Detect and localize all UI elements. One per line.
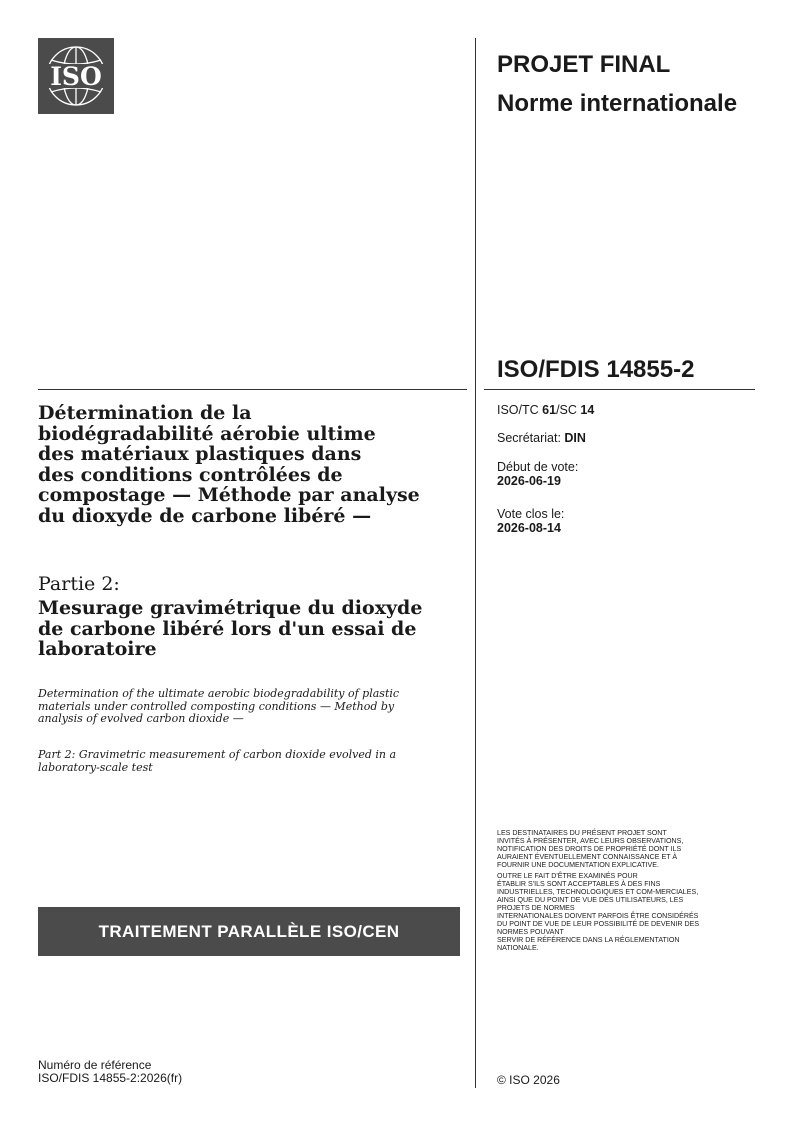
vote-start-date: 2026-06-19 bbox=[497, 474, 561, 488]
vote-end-date: 2026-08-14 bbox=[497, 521, 561, 535]
document-stage: PROJET FINAL bbox=[497, 51, 671, 78]
title-line: biodégradabilité aérobie ultime bbox=[38, 422, 376, 445]
notice-paragraph-2 bbox=[497, 872, 755, 952]
reference-label: Numéro de référence bbox=[38, 1058, 152, 1072]
horizontal-divider-left bbox=[38, 389, 467, 390]
notice-line: ÉTABLIR S'ILS SONT ACCEPTABLES À DES FINS bbox=[497, 880, 661, 888]
notice-paragraph-1 bbox=[497, 829, 755, 869]
iso-logo-text: ISO bbox=[50, 62, 102, 91]
secretariat: Secrétariat: DIN bbox=[497, 431, 586, 445]
notice-line: NORMES POUVANT bbox=[497, 928, 564, 936]
notice-line: PROJETS DE NORMES bbox=[497, 904, 575, 912]
part-title-line: Mesurage gravimétrique du dioxyde bbox=[38, 597, 423, 619]
horizontal-divider-right bbox=[484, 389, 755, 390]
title-main bbox=[38, 403, 458, 526]
committee: ISO/TC 61/SC 14 bbox=[497, 403, 595, 417]
vote-end bbox=[497, 507, 564, 535]
document-kind: Norme internationale bbox=[497, 90, 738, 117]
vote-end-label: Vote clos le: bbox=[497, 507, 565, 521]
part-title-line: de carbone libéré lors d'un essai de bbox=[38, 617, 417, 640]
parallel-processing-banner: TRAITEMENT PARALLÈLE ISO/CEN bbox=[38, 907, 460, 956]
title-line: du dioxyde de carbone libéré — bbox=[38, 504, 372, 527]
title-line: compostage — Méthode par analyse bbox=[38, 484, 420, 506]
title-line: Détermination de la bbox=[38, 402, 252, 424]
vote-start bbox=[497, 460, 578, 488]
notice-line: OUTRE LE FAIT D'ÊTRE EXAMINÉS POUR bbox=[497, 872, 638, 880]
iso-logo bbox=[38, 38, 114, 114]
copyright: © ISO 2026 bbox=[497, 1073, 560, 1087]
vote-start-label: Début de vote: bbox=[497, 460, 579, 474]
notice-line: AINSI QUE DU POINT DE VUE DES UTILISATEURS, LES bbox=[497, 896, 684, 904]
part-title-line: laboratoire bbox=[38, 638, 157, 660]
vertical-divider bbox=[475, 38, 476, 1088]
reference-number bbox=[38, 1059, 182, 1085]
notice-line: LES DESTINATAIRES DU PRÉSENT PROJET SONT bbox=[497, 829, 667, 837]
english-part-line: laboratory-scale test bbox=[38, 760, 153, 774]
part-label: Partie 2: bbox=[38, 573, 120, 595]
english-title-line: materials under controlled composting conditions — Method by bbox=[38, 699, 395, 713]
notice-line: NOTIFICATION DES DROITS DE PROPRIÉTÉ DONT ILS bbox=[497, 845, 682, 853]
notice-line: INVITÉS À PRÉSENTER, AVEC LEURS OBSERVATIONS, bbox=[497, 837, 684, 845]
english-part-line: Part 2: Gravimetric measurement of carbon dioxide evolved in a bbox=[38, 748, 397, 761]
notice-line: DU POINT DE VUE DE LEUR POSSIBILITÉ DE DEVENIR DES bbox=[497, 920, 700, 928]
english-part-title bbox=[38, 749, 448, 774]
notice-line: FOURNIR UNE DOCUMENTATION EXPLICATIVE. bbox=[497, 861, 659, 869]
notice-line: AURAIENT ÉVENTUELLEMENT CONNAISSANCE ET À bbox=[497, 853, 678, 861]
document-reference: ISO/FDIS 14855-2 bbox=[497, 356, 695, 383]
notice-line: INTERNATIONALES DOIVENT PARFOIS ÊTRE CONSIDÉRÉS bbox=[497, 912, 699, 920]
title-line: des conditions contrôlées de bbox=[38, 463, 343, 486]
notice-line: NATIONALE. bbox=[497, 944, 539, 952]
part-title bbox=[38, 598, 458, 660]
english-title bbox=[38, 688, 448, 726]
reference-value: ISO/FDIS 14855-2:2026(fr) bbox=[38, 1071, 183, 1085]
english-title-line: Determination of the ultimate aerobic biodegradability of plastic bbox=[38, 687, 400, 700]
title-line: des matériaux plastiques dans bbox=[38, 443, 362, 465]
notice-line: INDUSTRIELLES, TECHNOLOGIQUES ET COM-MERCIALES, bbox=[497, 888, 699, 896]
english-title-line: analysis of evolved carbon dioxide — bbox=[38, 712, 244, 725]
notice-line: SERVIR DE RÉFÉRENCE DANS LA RÉGLEMENTATION bbox=[497, 936, 680, 944]
